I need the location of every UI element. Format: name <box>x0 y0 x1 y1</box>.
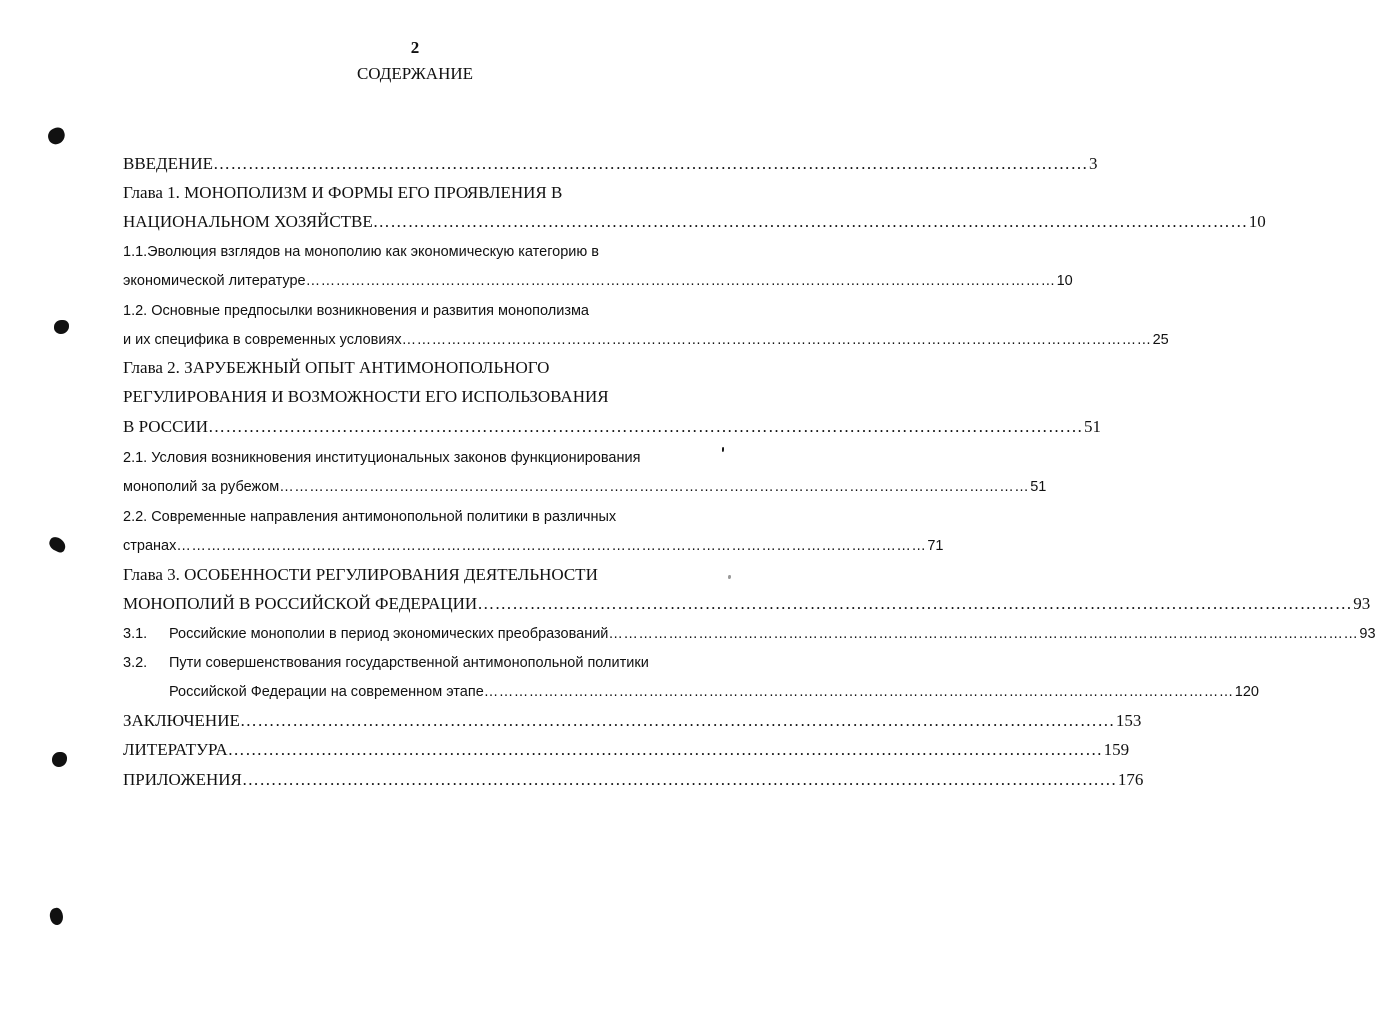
toc-entry-chapter-3-cont[interactable] <box>123 592 1371 616</box>
toc-entry-section-1-2[interactable] <box>123 299 589 323</box>
toc-entry-page: 10 <box>1248 212 1266 231</box>
dot-leader: …………………………………………………………………………………………………………………………………… <box>207 417 1083 436</box>
toc-entry-section-2-2-cont[interactable] <box>123 534 944 558</box>
toc-entry-section-1-1[interactable] <box>123 240 599 264</box>
toc-entry-label: Глава 2. ЗАРУБЕЖНЫЙ ОПЫТ АНТИМОНОПОЛЬНОГО <box>123 358 550 377</box>
toc-entry-chapter-2[interactable] <box>123 356 549 380</box>
toc-entry-label: ПРИЛОЖЕНИЯ <box>123 770 242 789</box>
toc-entry-label: ЗАКЛЮЧЕНИЕ <box>123 711 240 730</box>
dot-leader: …………………………………………………………………………………………………………………………………… <box>401 332 1152 348</box>
toc-entry-appendices[interactable] <box>123 768 1144 792</box>
toc-entry-page: 93 <box>1353 594 1371 613</box>
toc-entry-label: 2.2. Современные направления антимонопольной политики в различных <box>123 509 617 525</box>
toc-entry-section-2-1-cont[interactable] <box>123 475 1047 499</box>
toc-entry-page: 3 <box>1088 154 1098 173</box>
dot-leader: …………………………………………………………………………………………………………………………………… <box>239 711 1115 730</box>
toc-entry-label: Глава 1. МОНОПОЛИЗМ И ФОРМЫ ЕГО ПРОЯВЛЕНИЯ В <box>123 183 563 202</box>
toc-entry-page: 153 <box>1115 711 1142 730</box>
toc-entry-label: ВВЕДЕНИЕ <box>123 154 213 173</box>
toc-entry-section-3-2[interactable] <box>123 651 649 675</box>
toc-entry-page: 51 <box>1083 417 1101 436</box>
toc-entry-section-2-2[interactable] <box>123 505 616 529</box>
toc-entry-number: 3.1. <box>123 626 148 642</box>
page-number: 2 <box>410 38 420 57</box>
toc-entry-label: 1.2. Основные предпосылки возникновения и развития монополизма <box>123 303 589 319</box>
toc-entry-label: РЕГУЛИРОВАНИЯ И ВОЗМОЖНОСТИ ЕГО ИСПОЛЬЗОВАНИЯ <box>123 387 609 406</box>
toc-entry-label: Российские монополии в период экономических преобразований <box>169 626 609 642</box>
toc-entry-page: 159 <box>1103 740 1130 759</box>
toc-entry-label: 1.1.Эволюция взглядов на монополию как экономическую категорию в <box>123 244 600 260</box>
toc-entry-chapter-1[interactable] <box>123 181 562 205</box>
toc-entry-conclusion[interactable] <box>123 709 1142 733</box>
dot-leader: …………………………………………………………………………………………………………………………………… <box>483 684 1234 700</box>
toc-entry-introduction[interactable] <box>123 152 1098 176</box>
dot-leader: …………………………………………………………………………………………………………………………………… <box>477 594 1353 613</box>
toc-entry-label: В РОССИИ <box>123 417 208 436</box>
toc-entry-label: НАЦИОНАЛЬНОМ ХОЗЯЙСТВЕ <box>123 212 373 231</box>
toc-entry-page: 93 <box>1359 626 1376 642</box>
toc-entry-chapter-2-cont-2[interactable] <box>123 415 1101 439</box>
toc-entry-label: Глава 3. ОСОБЕННОСТИ РЕГУЛИРОВАНИЯ ДЕЯТЕЛЬНОСТИ <box>123 565 598 584</box>
toc-entry-label: 2.1. Условия возникновения институциональных законов функционирования <box>123 450 641 466</box>
dot-leader: …………………………………………………………………………………………………………………………………… <box>372 212 1248 231</box>
toc-entry-page: 71 <box>927 538 944 554</box>
toc-entry-label: ЛИТЕРАТУРА <box>123 740 228 759</box>
toc-entry-section-2-1[interactable] <box>123 446 640 470</box>
toc-entry-literature[interactable] <box>123 738 1130 762</box>
toc-entry-label: монополий за рубежом <box>123 479 280 495</box>
dot-leader: …………………………………………………………………………………………………………………………………… <box>241 770 1117 789</box>
toc-entry-section-3-2-cont[interactable] <box>169 680 1259 704</box>
dot-leader: …………………………………………………………………………………………………………………………………… <box>279 479 1030 495</box>
dot-leader: …………………………………………………………………………………………………………………………………… <box>212 154 1088 173</box>
toc-entry-chapter-1-cont[interactable] <box>123 210 1266 234</box>
toc-entry-chapter-3[interactable] <box>123 563 598 587</box>
toc-entry-label: Российской Федерации на современном этапе <box>169 684 484 700</box>
toc-entry-label: МОНОПОЛИЙ В РОССИЙСКОЙ ФЕДЕРАЦИИ <box>123 594 478 613</box>
dot-leader: …………………………………………………………………………………………………………………………………… <box>176 538 927 554</box>
toc-entry-chapter-2-cont[interactable] <box>123 385 609 409</box>
toc-entry-section-3-1[interactable] <box>123 622 1376 646</box>
toc-entry-page: 176 <box>1117 770 1144 789</box>
dot-leader: …………………………………………………………………………………………………………………………………… <box>227 740 1103 759</box>
toc-entry-label: Пути совершенствования государственной антимонопольной политики <box>169 655 649 671</box>
dot-leader: …………………………………………………………………………………………………………………………………… <box>608 626 1359 642</box>
dot-leader: …………………………………………………………………………………………………………………………………… <box>305 273 1056 289</box>
page-title: СОДЕРЖАНИЕ <box>356 64 474 83</box>
toc-entry-page: 10 <box>1056 273 1073 289</box>
toc-entry-page: 120 <box>1234 684 1259 700</box>
toc-entry-page: 51 <box>1030 479 1047 495</box>
toc-entry-label: странах <box>123 538 177 554</box>
toc-entry-section-1-1-cont[interactable] <box>123 269 1073 293</box>
toc-entry-label: и их специфика в современных условиях <box>123 332 402 348</box>
toc-entry-label: экономической литературе <box>123 273 306 289</box>
toc-entry-page: 25 <box>1152 332 1169 348</box>
toc-entry-number: 3.2. <box>123 655 148 671</box>
toc-entry-section-1-2-cont[interactable] <box>123 328 1169 352</box>
